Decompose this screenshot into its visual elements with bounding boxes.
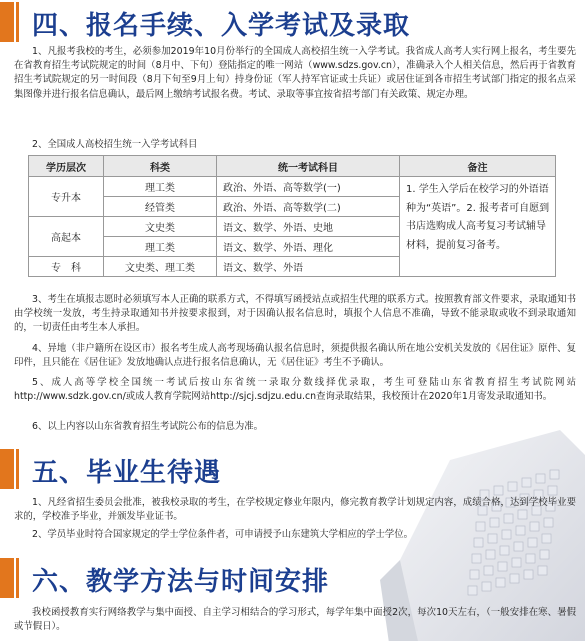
table-cell-subjects: 政治、外语、高等数学(一) (217, 177, 400, 197)
table-header: 科类 (104, 156, 217, 177)
table-cell-level: 专升本 (29, 177, 104, 217)
section-5-title: 五、毕业生待遇 (32, 458, 222, 488)
accent-bar (0, 449, 14, 489)
table-header-row (29, 156, 556, 177)
table-cell-subjects: 语文、数学、外语、史地 (217, 217, 400, 237)
section-5-header (0, 449, 585, 489)
exam-subjects-table (28, 155, 556, 277)
table-cell-subjects: 语文、数学、外语 (217, 257, 400, 277)
section-4-header (0, 2, 585, 42)
section-4-para-2: 2、全国成人高校招生统一入学考试科目 (32, 139, 198, 150)
section-4-para-6: 6、以上内容以山东省教育招生考试院公布的信息为准。 (32, 421, 263, 432)
table-cell-level: 高起本 (29, 217, 104, 257)
table-cell-category: 理工类 (104, 177, 217, 197)
table-header: 统一考试科目 (217, 156, 400, 177)
section-6-title: 六、教学方法与时间安排 (32, 567, 330, 597)
table-cell-category: 文史类、理工类 (104, 257, 217, 277)
table-cell-level: 专 科 (29, 257, 104, 277)
section-6-header (0, 558, 585, 598)
table-header: 学历层次 (29, 156, 104, 177)
accent-bar (0, 2, 14, 42)
table-cell-subjects: 语文、数学、外语、理化 (217, 237, 400, 257)
section-5-para-2: 2、学员毕业时符合国家规定的学士学位条件者，可申请授予山东建筑大学相应的学士学位。 (32, 529, 413, 540)
accent-bar-thin (16, 558, 19, 598)
accent-bar-thin (16, 2, 19, 42)
table-row (29, 177, 556, 197)
table-header: 备注 (400, 156, 556, 177)
section-6-para-1: 我校函授教育实行网络教学与集中面授、自主学习相结合的学习形式，每学年集中面授2次，每次10天左右，（一般安排在寒、暑假或节假日）。 (14, 607, 576, 633)
section-5-para-1: 1、凡经省招生委员会批准，被我校录取的考生，在学校规定修业年限内，修完教育教学计划规定内容，成绩合格，达到学校毕业要求的，学校准予毕业，并颁发毕业证书。 (14, 497, 576, 523)
table-cell-note: 1. 学生入学后在校学习的外语语种为“英语”。2. 报考者可自愿到书店选购成人高考复习考试辅导材料，提前复习备考。 (400, 177, 556, 277)
section-4-para-5: 5、成人高等学校全国统一考试后按山东省统一录取分数线择优录取，考生可登陆山东省教育招生考试院网站http://www.sdzk.gov.cn/或成人教育学院网站http://sjcj.sdjzu.edu.cn查询录取结果，我校预计在2020年1月寄发录取通知书。 (14, 377, 576, 403)
table-cell-subjects: 政治、外语、高等数学(二) (217, 197, 400, 217)
accent-bar-thin (16, 449, 19, 489)
table-cell-category: 理工类 (104, 237, 217, 257)
table-cell-category: 文史类 (104, 217, 217, 237)
section-4-para-4: 4、异地（非户籍所在设区市）报名考生成人高考现场确认报名信息时，须提供报名确认所在地公安机关发放的《居住证》原件、复印件，且只能在《居住证》发放地确认点进行报名信息确认，无《居住证》考生不予确认。 (14, 343, 576, 369)
section-4-para-1: 1、凡报考我校的考生，必须参加2019年10月份举行的全国成人高校招生统一入学考试。我省成人高考人实行网上报名，考生要先在省教育招生考试院规定的时间（8月中、下旬）登陆指定的唯一网站（www.sdzs.gov.cn），准确录入个人相关信息，然后再于省教育招生考试院规定的另一时间段（8月下旬至9月上旬）持身份证（军人持军官证或士兵证）或居住证到各市招生考试部门指定的报名点采集图像并进行报名信息确认，最后网上缴纳考试报名费。考试、录取等事宜按省招考部门有关政策、规定办理。 (14, 46, 576, 100)
table-cell-category: 经管类 (104, 197, 217, 217)
section-4-para-3: 3、考生在填报志愿时必须填写本人正确的联系方式，不得填写函授站点或招生代理的联系方式。按照教育部文件要求，录取通知书由学校统一发放，考生持录取通知书并按要求报到，对于因确认报名信息时，填报个人信息不准确，导致不能录取或收不到录取通知的，一切责任由考生本人承担。 (14, 294, 576, 334)
accent-bar (0, 558, 14, 598)
section-4-title: 四、报名手续、入学考试及录取 (32, 11, 411, 41)
